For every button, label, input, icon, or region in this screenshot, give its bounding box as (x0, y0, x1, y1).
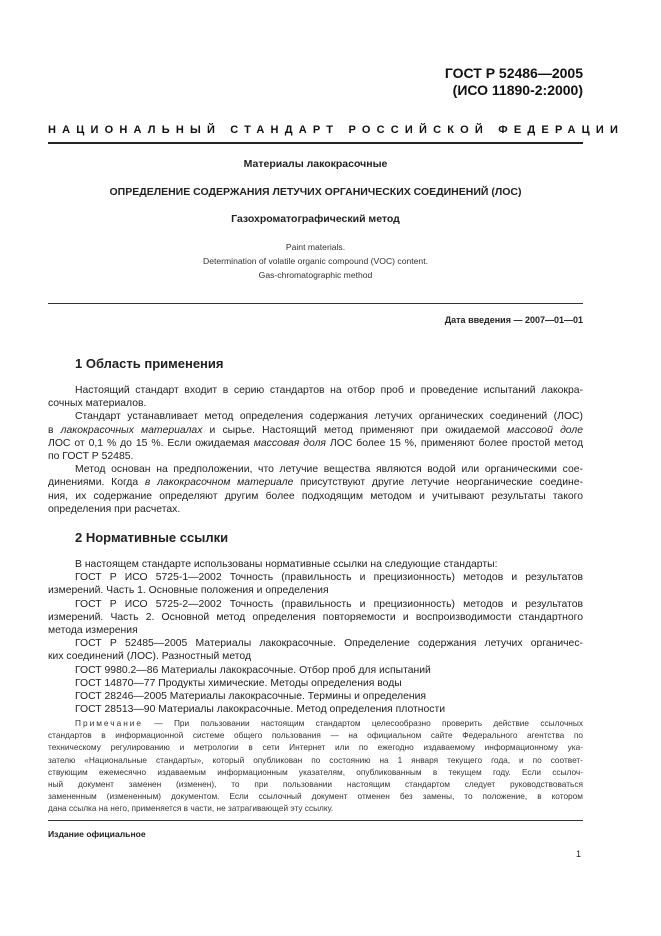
paragraph-line: Метод основан на предположении, что летучие вещества являются водой или органическими сое- (75, 464, 583, 476)
reference-line: ГОСТ 14870—77 Продукты химические. Методы определения воды (75, 677, 402, 689)
note-block (48, 717, 583, 815)
reference-line: ких соединений (ЛОС). Разностный метод (48, 651, 252, 663)
english-title (48, 240, 583, 282)
paragraph-line: по ГОСТ Р 52485. (48, 451, 134, 463)
document-title: ОПРЕДЕЛЕНИЕ СОДЕРЖАНИЯ ЛЕТУЧИХ ОРГАНИЧЕСКИХ СОЕДИНЕНИЙ (ЛОС) (109, 186, 522, 198)
section-1-body (48, 384, 584, 516)
reference-line: измерений. Часть 1. Основные положения и определения (48, 585, 329, 597)
introduction-date: Дата введения — 2007—01—01 (444, 315, 583, 325)
paragraph-line: определения при расчетах. (48, 503, 181, 515)
reference-line: ГОСТ Р ИСО 5725-1—2002 Точность (правильность и прецизионность) методов и результатов (75, 572, 583, 584)
reference-line: ГОСТ Р 52485—2005 Материалы лакокрасочные. Определение содержания летучих органичес- (75, 638, 583, 650)
section-2-heading: 2 Нормативные ссылки (75, 530, 229, 545)
paragraph-line: сочных материалов. (48, 398, 147, 410)
note-line: техническому регулированию и метрологии в сети Интернет или по ежегодно издаваемому информационному ука- (48, 742, 583, 753)
footer-divider (48, 820, 583, 821)
paragraph-line: ния, их содержание определяют другим более подходящим методом и учитывают результаты такого (48, 490, 583, 502)
reference-line: ГОСТ 9980.2—86 Материалы лакокрасочные. Отбор проб для испытаний (75, 664, 431, 676)
page-number: 1 (575, 849, 581, 859)
section-2-body (48, 558, 583, 716)
note-line: стандартов в информационной системе общего пользования — на официальном сайте Федерального агентства по (48, 730, 583, 741)
reference-line: ГОСТ 28513—90 Материалы лакокрасочные. Метод определения плотности (75, 704, 446, 716)
paragraph-line: ЛОС от 0,1 % до 15 %. Если ожидаемая массовая доля ЛОС более 15 %, применяют более простой метод (48, 437, 584, 449)
header-divider (48, 142, 583, 144)
paragraph-line: Стандарт устанавливает метод определения содержания летучих органических соединений (ЛОС) (75, 411, 583, 423)
standard-number: ГОСТ Р 52486—2005 (444, 65, 583, 81)
note-line: Примечание — При пользовании настоящим стандартом целесообразно проверить действие ссылочных (75, 718, 583, 728)
official-edition-label: Издание официальное (48, 829, 146, 839)
note-line: ный документ заменен (изменен), то при пользовании настоящим стандартом следует руководствоваться (48, 779, 583, 790)
reference-line: измерений. Часть 2. Основной метод определения повторяемости и воспроизводимости стандартного (48, 611, 583, 623)
section-1-heading: 1 Область применения (75, 356, 224, 371)
paragraph-line: Настоящий стандарт входит в серию стандартов на отбор проб и проведение испытаний лакокра- (75, 385, 583, 396)
note-line: дана ссылка на него, применяется в части, не затрагивающей эту ссылку. (48, 803, 334, 814)
reference-line: ГОСТ Р ИСО 5725-2—2002 Точность (правильность и прецизионность) методов и результатов (75, 598, 583, 610)
paragraph-line: динениями. Когда в лакокрасочном материале присутствуют другие летучие неорганические соедине- (48, 477, 583, 489)
standard-code (445, 65, 583, 99)
note-line: замененным (измененным) документом. Если ссылочный документ отменен без замены, то положение, в котором (48, 791, 583, 802)
reference-line: метода измерения (48, 625, 138, 637)
note-label: Примечание (75, 718, 144, 728)
national-standard-title: НАЦИОНАЛЬНЫЙ СТАНДАРТ РОССИЙСКОЙ ФЕДЕРАЦИИ (48, 124, 625, 136)
note-line: ствующим ежемесячно издаваемым информационным указателям, опубликованным в текущем году. Если ссылоч- (48, 766, 583, 777)
reference-line: В настоящем стандарте использованы нормативные ссылки на следующие стандарты: (75, 559, 498, 570)
english-title-line: Determination of volatile organic compound (VOC) content. (203, 256, 428, 266)
reference-line: ГОСТ 28246—2005 Материалы лакокрасочные. Термины и определения (75, 691, 427, 703)
iso-number: (ИСО 11890-2:2000) (452, 82, 583, 98)
english-title-line: Paint materials. (285, 242, 346, 252)
english-title-line: Gas-chromatographic method (258, 270, 373, 280)
paragraph-line: в лакокрасочных материалах и сырье. Настоящий метод применяют при ожидаемой массовой доле (48, 424, 583, 436)
note-line: зателю «Национальные стандарты», который опубликован по состоянию на 1 января текущего года, и по соответ- (48, 754, 583, 765)
subject-title: Материалы лакокрасочные (243, 158, 388, 170)
title-divider (48, 303, 583, 304)
method-title: Газохроматографический метод (231, 213, 400, 225)
